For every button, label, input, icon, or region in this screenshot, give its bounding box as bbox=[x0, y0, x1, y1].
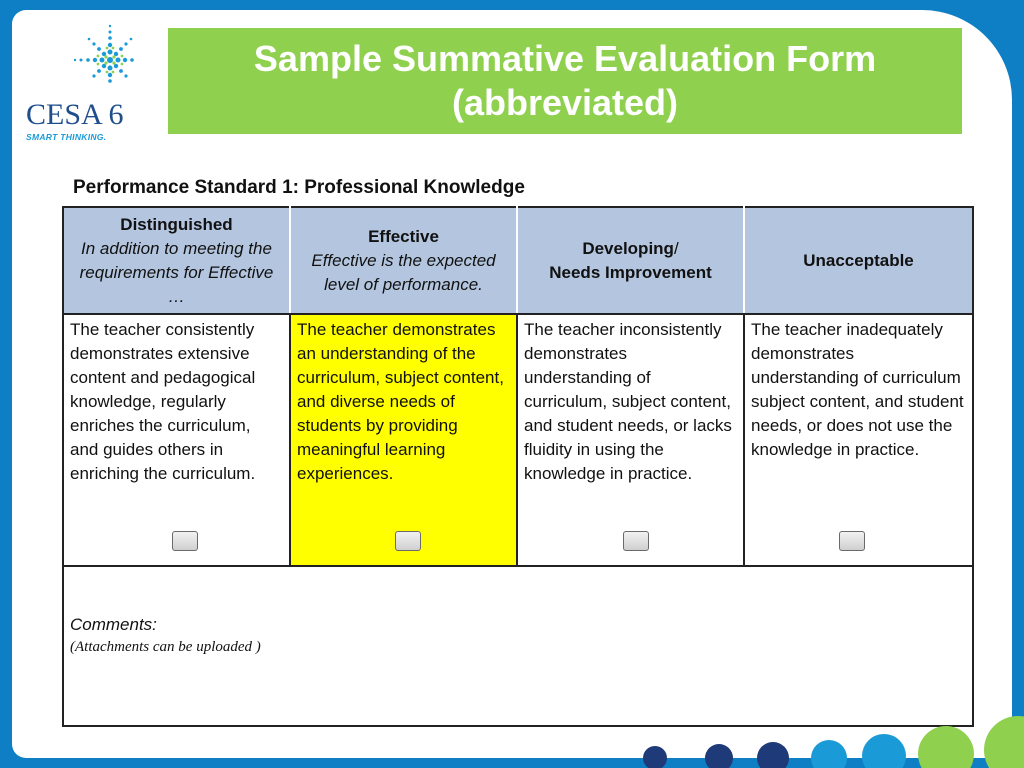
desc-text: The teacher inconsistently demonstrates understanding of curriculum, subject content, and student needs, or lacks fluidity in using the knowledge in practice. bbox=[524, 320, 732, 483]
dot-navy-3 bbox=[757, 742, 789, 768]
logo-tagline: SMART THINKING. bbox=[26, 132, 107, 142]
standard-heading: Performance Standard 1: Professional Knowledge bbox=[73, 177, 525, 198]
desc-text: The teacher consistently demonstrates extensive content and pedagogical knowledge, regularly enriches the curriculum, and guides others in enriching the curriculum. bbox=[70, 320, 256, 483]
dot-navy-1 bbox=[643, 746, 667, 768]
header-title: Unacceptable bbox=[803, 250, 914, 270]
dot-green-2 bbox=[984, 716, 1024, 768]
header-title: Distinguished bbox=[120, 214, 233, 234]
dot-green-1 bbox=[918, 726, 974, 768]
dot-blue-1 bbox=[811, 740, 847, 768]
desc-text: The teacher inadequately demonstrates understanding of curriculum subject content, and student needs, or does not use the knowledge in practice. bbox=[751, 320, 964, 459]
header-title-developing: Developing bbox=[582, 238, 674, 258]
comments-note: (Attachments can be uploaded ) bbox=[70, 639, 261, 655]
header-title-slash: / bbox=[673, 238, 679, 258]
header-subtitle: Effective is the expected level of performance. bbox=[311, 250, 496, 294]
comments-label: Comments: bbox=[70, 615, 157, 634]
dot-blue-2 bbox=[862, 734, 906, 768]
header-title: Effective bbox=[368, 226, 439, 246]
logo-name: CESA 6 bbox=[26, 98, 124, 131]
dot-navy-2 bbox=[705, 744, 733, 768]
header-title-needs-improvement: Needs Improvement bbox=[549, 262, 712, 282]
header-subtitle: In addition to meeting the requirements for Effective … bbox=[79, 238, 274, 306]
desc-text: The teacher demonstrates an understanding of the curriculum, subject content, and diverse needs of students by providing meaningful learning experiences. bbox=[297, 320, 504, 483]
title-line-2: (abbreviated) bbox=[451, 82, 679, 123]
title-line-1: Sample Summative Evaluation Form bbox=[253, 38, 877, 79]
